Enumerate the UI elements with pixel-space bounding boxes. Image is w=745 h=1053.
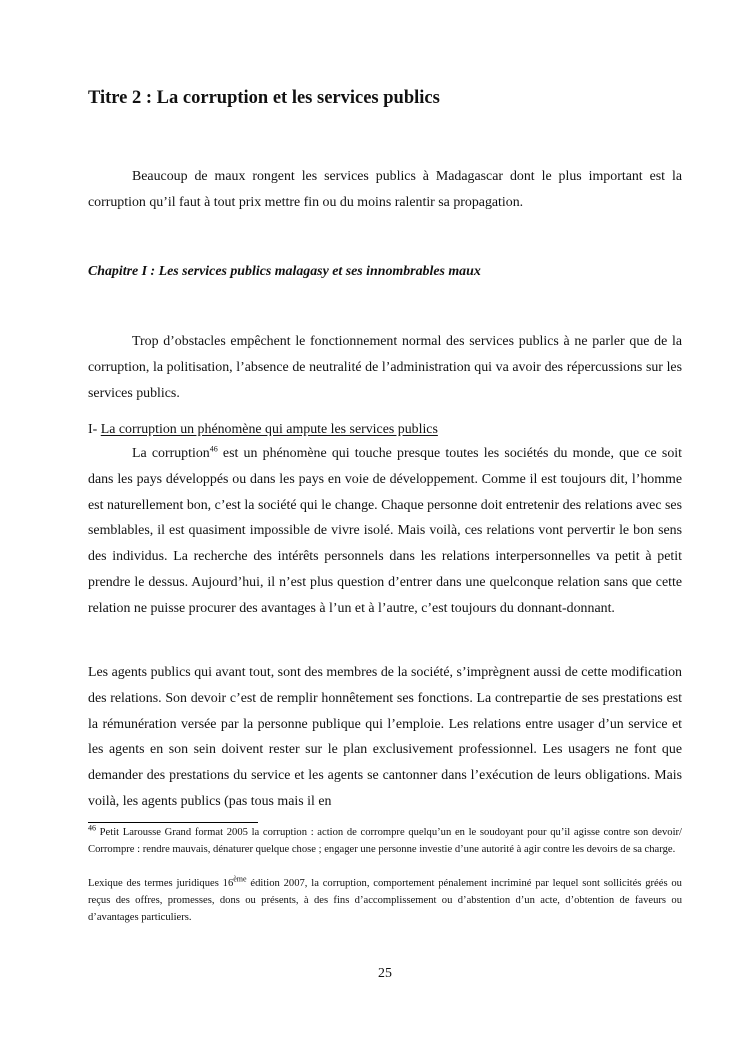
footnote-text-2a: Lexique des termes juridiques 16 [88,878,234,889]
footnote-separator [88,822,258,823]
footnote-46-part-2 [88,876,682,926]
para1-lead: La corruption [132,446,210,461]
footnote-46-part-1 [88,825,682,859]
body-paragraph-2: Les agents publics qui avant tout, sont des membres de la société, s’imprègnent aussi de cette modification des relations. Son devoir c’est de remplir honnêtement ses fonctions. La contrepartie de ses prestations est la rémunération versée par la personne publique qui l’emploie. Les relations entre usager d’un service et les agents en son sein doivent rester sur le plan exclusivement professionnel. Les usagers ne font que demander des prestations du service et les agents se cantonner dans l’exécution de leurs obligations. Mais voilà, les agents publics (pas tous mais il en [88,665,682,809]
page-title: Titre 2 : La corruption et les services publics [88,88,440,108]
body-paragraph-1 [88,441,682,622]
footnote-text-1: Petit Larousse Grand format 2005 la corruption : action de corrompre quelqu’un en le soudoyant pour qu’il agisse contre son devoir/ Corrompre : rendre mauvais, dénaturer quelque chose ; engager une personne investie d’une autorité à agir contre les devoirs de sa charge. [88,827,682,855]
document-page [88,0,682,1053]
footnote-edition-sup: ème [233,874,247,884]
chapter-heading: Chapitre I : Les services publics malagasy et ses innombrables maux [88,264,481,279]
intro-paragraph: Beaucoup de maux rongent les services publics à Madagascar dont le plus important est la corruption qu’il faut à tout prix mettre fin ou du moins ralentir sa propagation. [88,169,682,210]
section-prefix: I- [88,422,101,437]
section-heading-text: La corruption un phénomène qui ampute les services publics [100,422,438,437]
para1-text: est un phénomène qui touche presque toutes les sociétés du monde, que ce soit dans les pays développés ou dans les pays en voie de développement. Comme il est toujours dit, l’homme est naturellement bon, c’est la société qui le change. Chaque personne doit entretenir des relations avec ses semblables, il est quasiment impossible de vivre isolé. Mais voilà, ces relations vont pervertir le bon sens des individus. La recherche des intérêts personnels dans les relations interpersonnelles va petit à petit prendre le dessus. Aujourd’hui, il n’est plus question d’entrer dans une quelconque relation sans que cette relation ne puisse procurer des avantages à l’un et à l’autre, c’est toujours du donnant-donnant. [88,446,682,616]
footnote-number: 46 [88,823,96,833]
page-number: 25 [378,966,392,981]
chapter-intro-paragraph: Trop d’obstacles empêchent le fonctionnement normal des services publics à ne parler que de la corruption, la politisation, l’absence de neutralité de l’administration qui va avoir des répercussions sur les services publics. [88,334,682,401]
section-heading [88,419,438,441]
footnote-text-2b: édition 2007, la corruption, comportement pénalement incriminé par lequel sont sollicités gréés ou reçus des offres, promesses, dons ou présents, à des fins d’accomplissement ou d’abstention d’un acte, d’obtention de faveurs ou d’avantages particuliers. [88,878,682,923]
footnote-ref-46[interactable]: 46 [209,444,218,454]
